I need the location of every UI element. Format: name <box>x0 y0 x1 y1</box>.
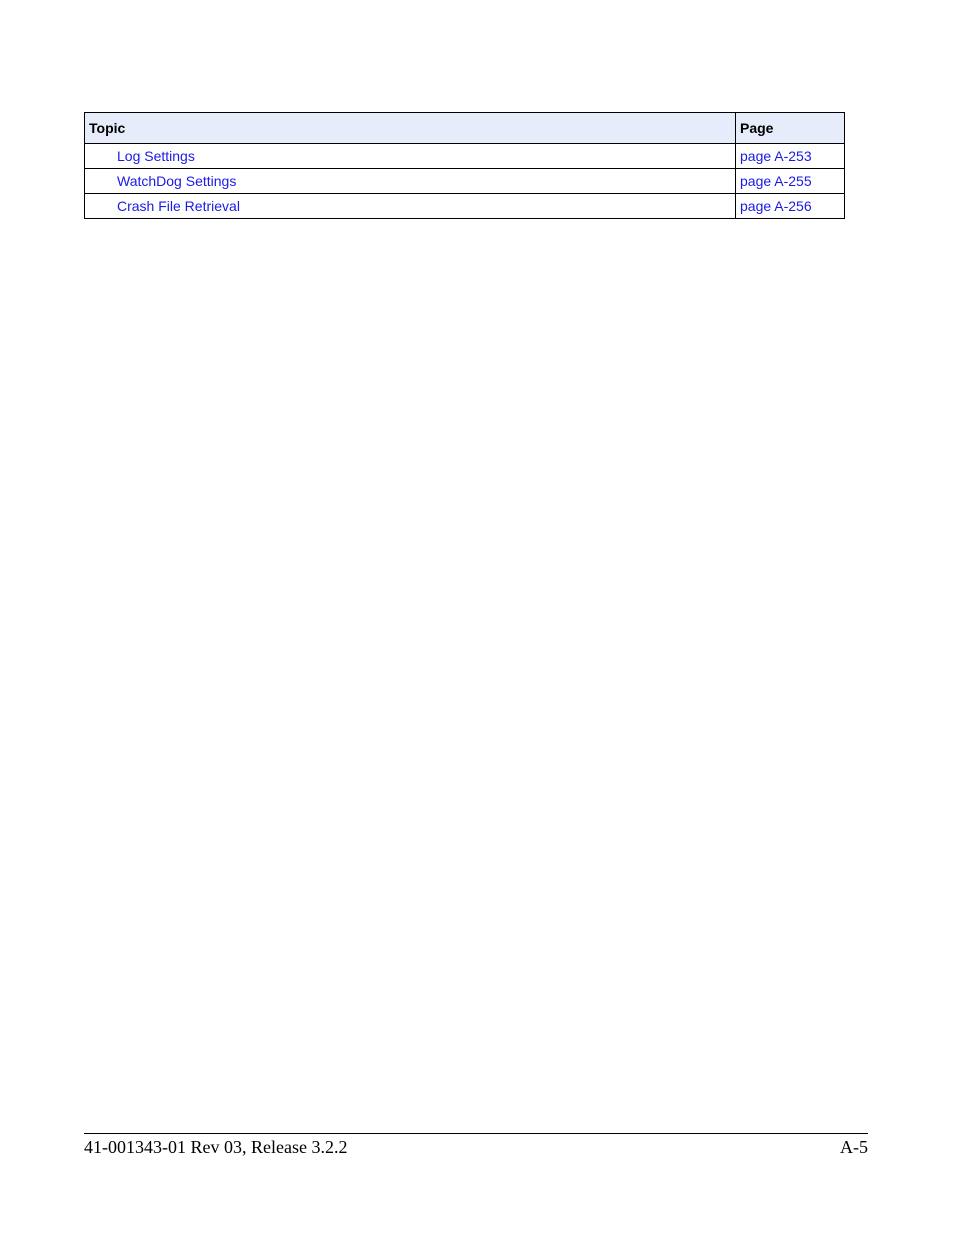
topic-cell <box>85 169 736 194</box>
topic-link-log-settings[interactable]: Log Settings <box>117 148 195 164</box>
page-link-log-settings[interactable]: page A-253 <box>740 148 812 164</box>
table-row <box>85 194 845 219</box>
page-cell <box>736 144 845 169</box>
footer-document-id: 41-001343-01 Rev 03, Release 3.2.2 <box>84 1137 348 1157</box>
page-column-header: Page <box>736 113 845 144</box>
page-cell <box>736 169 845 194</box>
topic-cell <box>85 144 736 169</box>
page-link-crash-file-retrieval[interactable]: page A-256 <box>740 198 812 214</box>
page-cell <box>736 194 845 219</box>
page-link-watchdog-settings[interactable]: page A-255 <box>740 173 812 189</box>
table-header-row <box>85 113 845 144</box>
table-row <box>85 169 845 194</box>
footer-page-number: A-5 <box>840 1137 868 1157</box>
topic-cell <box>85 194 736 219</box>
topic-link-watchdog-settings[interactable]: WatchDog Settings <box>117 173 237 189</box>
footer-divider <box>84 1133 868 1134</box>
topic-link-crash-file-retrieval[interactable]: Crash File Retrieval <box>117 198 240 214</box>
topic-table <box>84 112 845 219</box>
table-row <box>85 144 845 169</box>
topic-column-header: Topic <box>85 113 736 144</box>
